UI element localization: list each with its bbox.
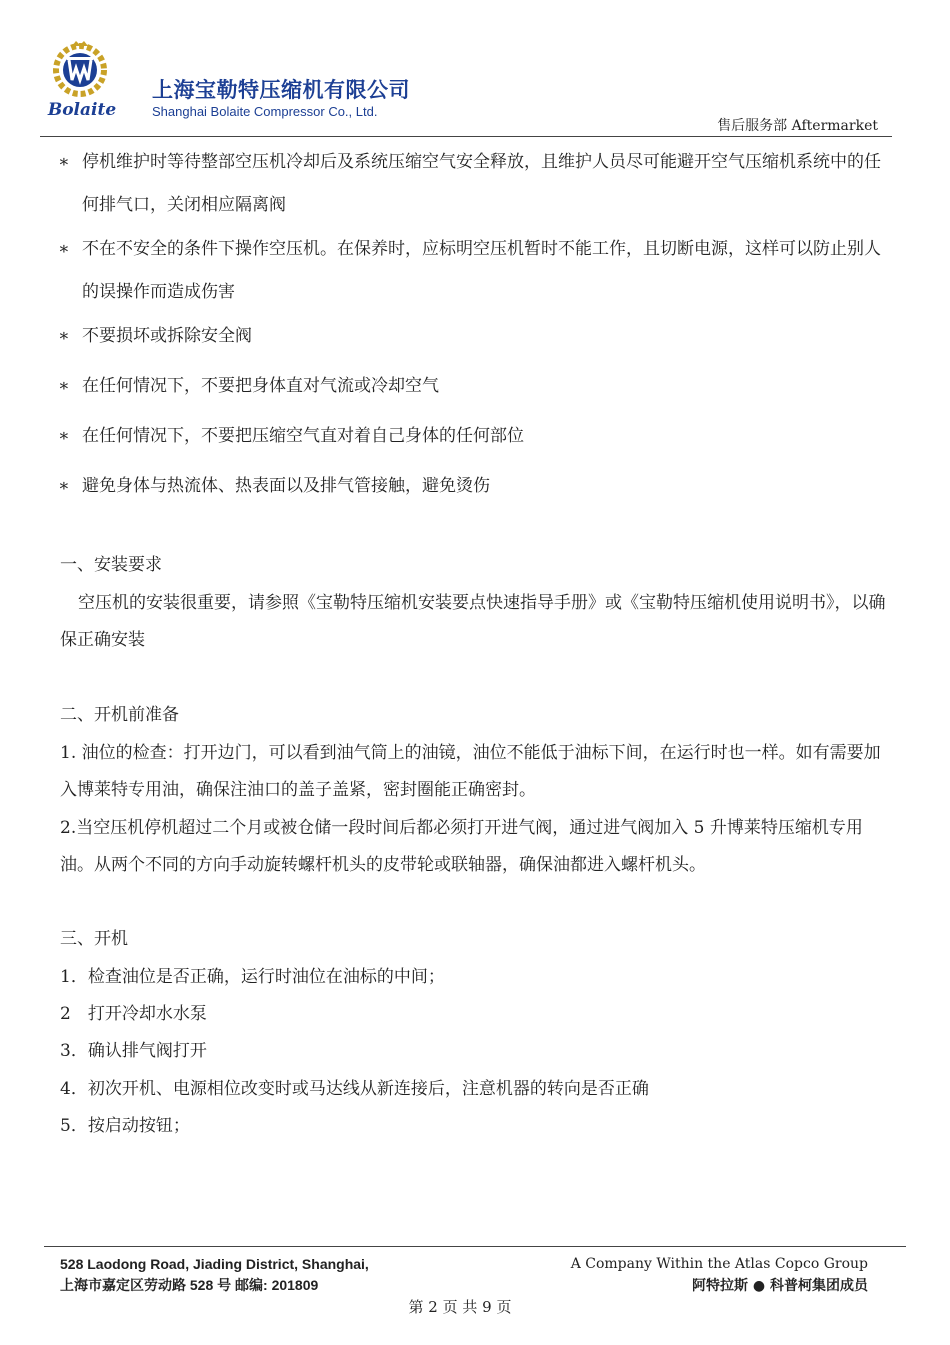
startup-step: 2 打开冷却水水泵 <box>60 1004 207 1024</box>
header-divider <box>40 136 892 137</box>
bullet-star: ∗ <box>58 326 70 346</box>
bullet-text: 不在不安全的条件下操作空压机。在保养时，应标明空压机暂时不能工作，且切断电源，这样可以防止别人的误操作而造成伤害 <box>82 239 881 302</box>
safety-bullet <box>58 415 890 458</box>
prep-item-oil-check: 1. 油位的检查：打开边门，可以看到油气筒上的油镜，油位不能低于油标下间，在运行时也一样。如有需要加入博莱特专用油，确保注油口的盖子盖紧，密封圈能正确密封。 <box>60 743 881 800</box>
bullet-star: ∗ <box>58 426 70 446</box>
bullet-text: 在任何情况下，不要把身体直对气流或冷却空气 <box>82 376 439 396</box>
prep-item-storage: 2.当空压机停机超过二个月或被仓储一段时间后都必须打开进气阀，通过进气阀加入 5 升博莱特压缩机专用油。从两个不同的方向手动旋转螺杆机头的皮带轮或联轴器，确保油都进入螺杆机头。 <box>60 818 863 875</box>
startup-step: 3．确认排气阀打开 <box>60 1041 207 1061</box>
safety-bullet <box>58 315 890 358</box>
logo-wordmark: Bolaite <box>47 100 117 120</box>
install-paragraph: 空压机的安装很重要，请参照《宝勒特压缩机安装要点快速指导手册》或《宝勒特压缩机使用说明书》，以确保正确安装 <box>60 593 886 650</box>
company-name-en: Shanghai Bolaite Compressor Co., Ltd. <box>152 104 378 119</box>
startup-step: 1．检查油位是否正确，运行时油位在油标的中间； <box>60 967 445 987</box>
bullet-text: 停机维护时等待整部空压机冷却后及系统压缩空气安全释放，且维护人员尽可能避开空气压缩机系统中的任何排气口，关闭相应隔离阀 <box>82 152 881 215</box>
bullet-star: ∗ <box>58 476 70 496</box>
section-heading-prep: 二、开机前准备 <box>60 705 179 725</box>
section-heading-startup: 三、开机 <box>60 929 128 949</box>
footer-group-cn: 阿特拉斯 ● 科普柯集团成员 <box>692 1278 868 1294</box>
section-heading-install: 一、安装要求 <box>60 555 162 575</box>
page-number: 第 2 页 共 9 页 <box>408 1298 512 1316</box>
bullet-star: ∗ <box>58 376 70 396</box>
bullet-text: 避免身体与热流体、热表面以及排气管接触，避免烫伤 <box>82 476 490 496</box>
bullet-text: 在任何情况下，不要把压缩空气直对着自己身体的任何部位 <box>82 426 524 446</box>
safety-bullet <box>58 228 890 314</box>
footer-address-cn: 上海市嘉定区劳动路 528 号 邮编: 201809 <box>60 1277 319 1293</box>
bullet-star: ∗ <box>58 152 70 172</box>
startup-step: 5．按启动按钮； <box>60 1116 190 1136</box>
bullet-text: 不要损坏或拆除安全阀 <box>82 326 252 346</box>
footer-group-en: A Company Within the Atlas Copco Group <box>570 1256 868 1272</box>
company-logo <box>38 40 126 124</box>
safety-bullet <box>58 465 890 508</box>
footer-divider <box>44 1246 906 1247</box>
footer-address-en: 528 Laodong Road, Jiading District, Shanghai, <box>60 1256 369 1272</box>
startup-step: 4．初次开机、电源相位改变时或马达线从新连接后，注意机器的转向是否正确 <box>60 1079 649 1099</box>
department-label: 售后服务部 Aftermarket <box>717 118 878 134</box>
bullet-star: ∗ <box>58 239 70 259</box>
safety-bullet <box>58 141 890 227</box>
company-name-cn: 上海宝勒特压缩机有限公司 <box>152 78 410 102</box>
safety-bullet <box>58 365 890 408</box>
